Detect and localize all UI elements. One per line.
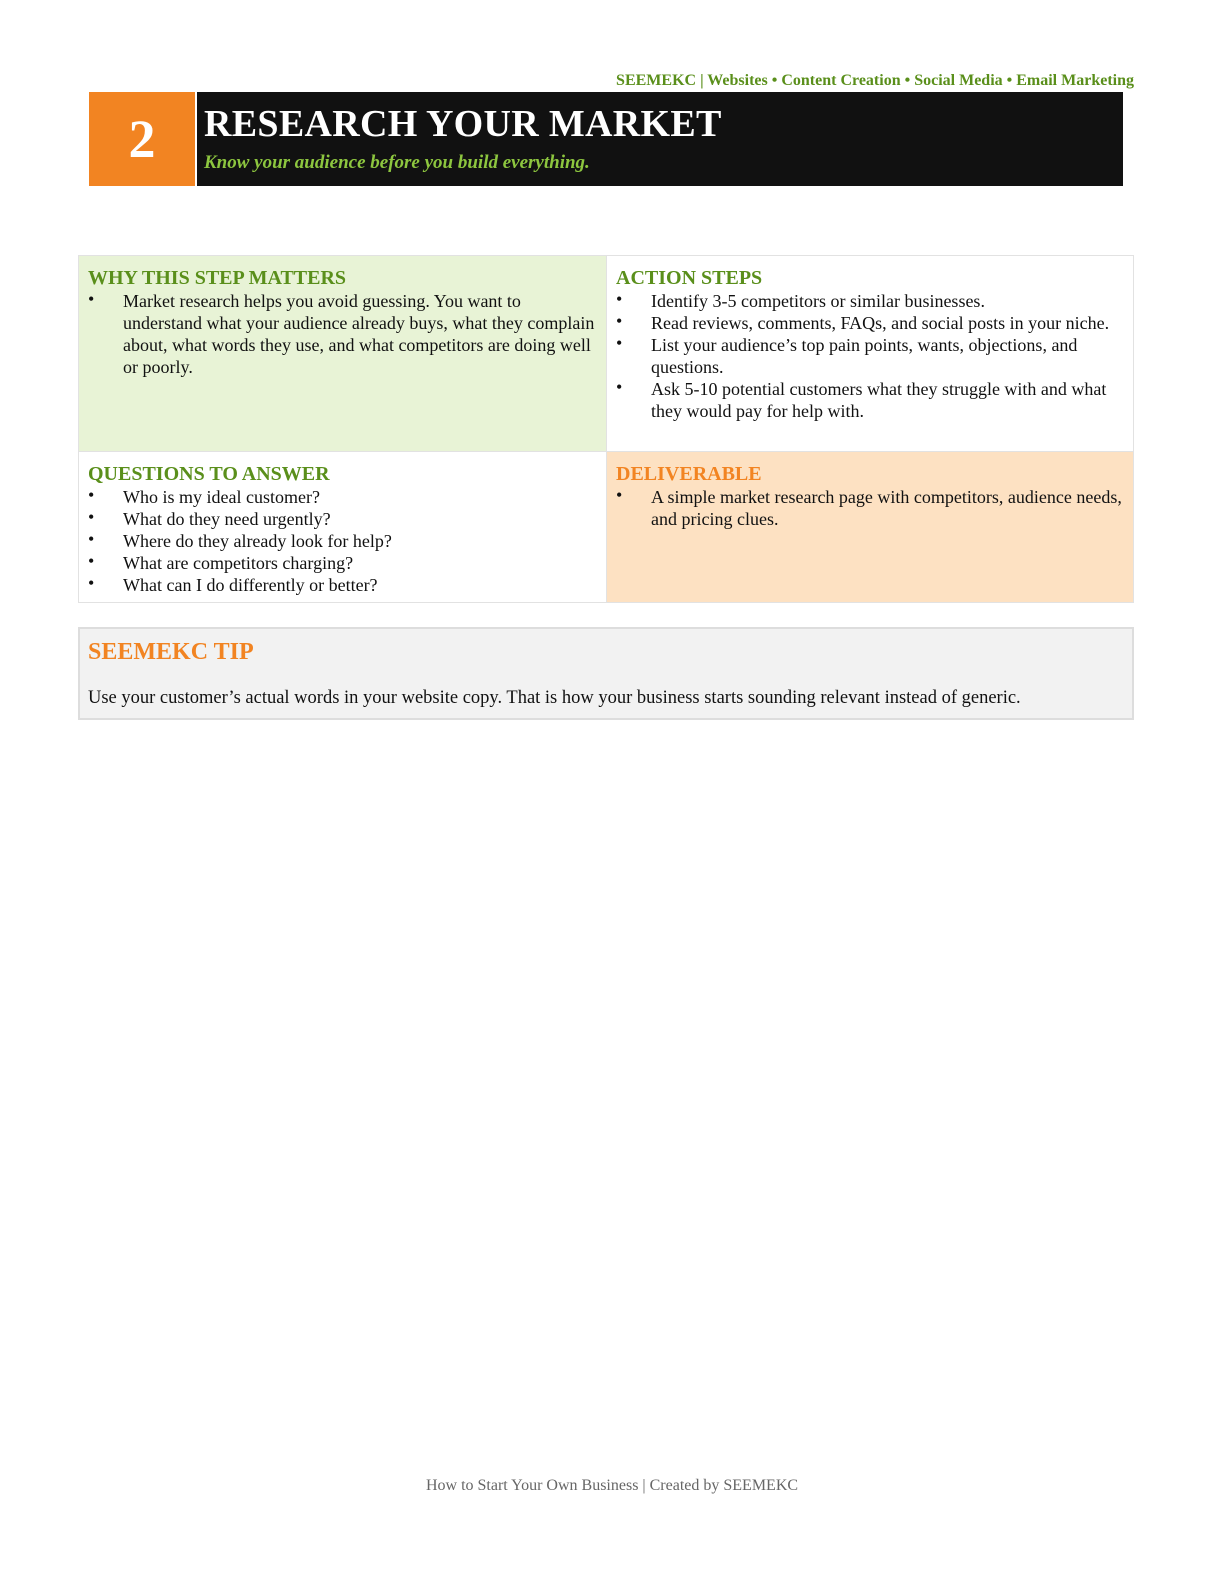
action-list [616,290,1125,422]
deliverable-list-item: • A simple market research page with competitors, audience needs, and pricing clues. [616,486,1125,530]
why-section [79,256,606,451]
deliverable-list [616,486,1125,530]
questions-section [79,452,606,602]
questions-list-item: • Who is my ideal customer? [88,486,598,508]
action-list-item: • Read reviews, comments, FAQs, and social posts in your niche. [616,312,1125,334]
page-subtitle: Know your audience before you build everything. [204,152,590,173]
action-list-item: • List your audience’s top pain points, wants, objections, and questions. [616,334,1125,378]
step-banner [89,92,1123,186]
title-block [197,92,1123,186]
page-title: RESEARCH YOUR MARKET [204,103,722,145]
action-list-item: • Identify 3-5 competitors or similar businesses. [616,290,1125,312]
questions-list-item: • What do they need urgently? [88,508,598,530]
header-tagline: SEEMEKC | Websites • Content Creation • Social Media • Email Marketing [616,72,1134,89]
questions-section-title: QUESTIONS TO ANSWER [88,463,330,485]
questions-list-item: • What can I do differently or better? [88,574,598,596]
step-number: 2 [128,109,156,169]
action-section-title: ACTION STEPS [616,267,763,289]
grid-row [79,256,1133,451]
action-section [606,256,1133,451]
why-section-title: WHY THIS STEP MATTERS [88,267,347,289]
action-list-item: • Ask 5-10 potential customers what they struggle with and what they would pay for help with. [616,378,1125,422]
tip-box [78,627,1134,720]
page-footer: How to Start Your Own Business | Created by SEEMEKC [425,1477,799,1494]
deliverable-section-title: DELIVERABLE [616,463,762,485]
deliverable-section [606,452,1133,602]
questions-list-item: • What are competitors charging? [88,552,598,574]
tip-title: SEEMEKC TIP [88,639,254,665]
step-number-badge [89,92,195,186]
why-list-item: • Market research helps you avoid guessing. You want to understand what your audience already buys, what they complain about, what words they use, and what competitors are doing well or poorly. [88,290,598,378]
content-grid [78,255,1134,603]
questions-list-item: • Where do they already look for help? [88,530,598,552]
questions-list [88,486,598,596]
tip-text: Use your customer’s actual words in your website copy. That is how your business starts sounding relevant instead of generic. [88,688,1021,708]
grid-row [79,451,1133,602]
why-list [88,290,598,378]
